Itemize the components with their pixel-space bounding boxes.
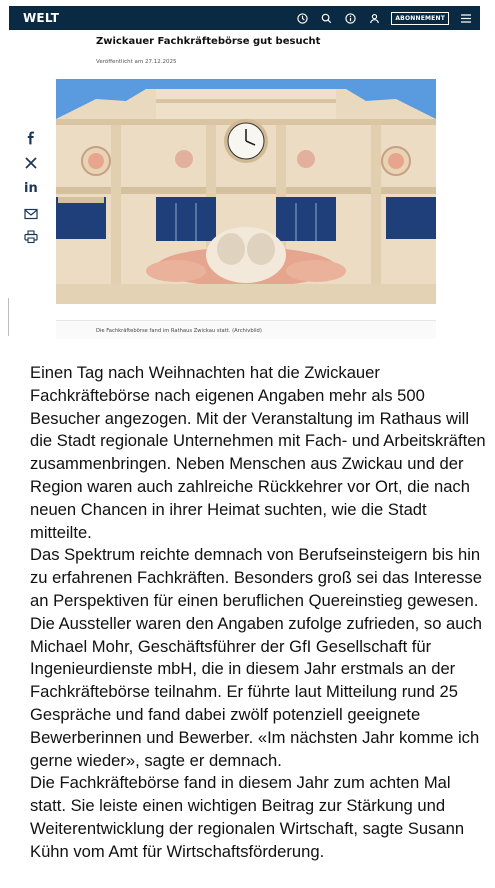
linkedin-icon[interactable]	[24, 179, 39, 198]
menu-icon[interactable]	[458, 11, 473, 26]
article-body	[30, 362, 490, 864]
top-navigation-bar	[9, 6, 480, 30]
subscribe-button[interactable]: ABONNEMENT	[391, 12, 449, 25]
article-paragraph-2: Das Spektrum reichte demnach von Berufseinsteigern bis hin zu erfahrenen Fachkräften. Besonders groß sei das Interesse an Perspektiven für einen beruflichen Quereinstieg gewesen. Die Aussteller waren den Angaben zufolge zufrieden, so auch Michael Mohr, Geschäftsführer der GfI Gesellschaft für Ingenieurdienste mbH, die in diesem Jahr erstmals an der Fachkräftebörse teilnahm. Er führte laut Mitteilung rund 25 Gespräche und fand dabei zwölf potenziell geeignete Bewerberinnen und Bewerber. «Im nächsten Jahr komme ich gerne wieder», sagte er demnach.	[30, 545, 483, 770]
x-icon[interactable]	[24, 155, 38, 174]
mail-icon[interactable]	[24, 205, 38, 224]
user-icon[interactable]	[367, 11, 382, 26]
search-icon[interactable]	[319, 11, 334, 26]
divider-line	[8, 298, 9, 336]
print-icon[interactable]	[24, 229, 38, 248]
clock-icon[interactable]	[295, 11, 310, 26]
info-icon[interactable]	[343, 11, 358, 26]
svg-text:in: in	[24, 181, 38, 194]
publish-date: Veröffentlicht am 27.12.2025	[96, 59, 177, 65]
topbar-icons	[295, 11, 473, 26]
article-paragraph-3: Die Fachkräftebörse fand in diesem Jahr zum achten Mal statt. Sie leiste einen wichtigen Beitrag zur Stärkung und Weiterentwicklung der regionalen Wirtschaft, sagte Susann Kühn vom Amt für Wirtschaftsförderung.	[30, 773, 465, 861]
welt-logo[interactable]: WELT	[23, 11, 60, 25]
article-paragraph-1: Einen Tag nach Weihnachten hat die Zwickauer Fachkräftebörse nach eigenen Angaben mehr als 500 Besucher angezogen. Mit der Veranstaltung im Rathaus will die Stadt regionale Unternehmen mit Fach- und Arbeitskräften zusammenbringen. Neben Menschen aus Zwickau und der Region waren auch zahlreiche Rückkehrer vor Ort, die nach neuen Chancen in ihrer Heimat suchten, wie die Stadt mitteilte.	[30, 363, 486, 542]
facebook-icon[interactable]	[24, 130, 38, 149]
photo-caption: Die Fachkräftebörse fand im Rathaus Zwickau statt. (Archivbild)	[96, 328, 262, 334]
photo-caption-box	[56, 320, 436, 339]
article-headline: Zwickauer Fachkräftebörse gut besucht	[96, 36, 321, 47]
article-photo	[56, 79, 436, 304]
